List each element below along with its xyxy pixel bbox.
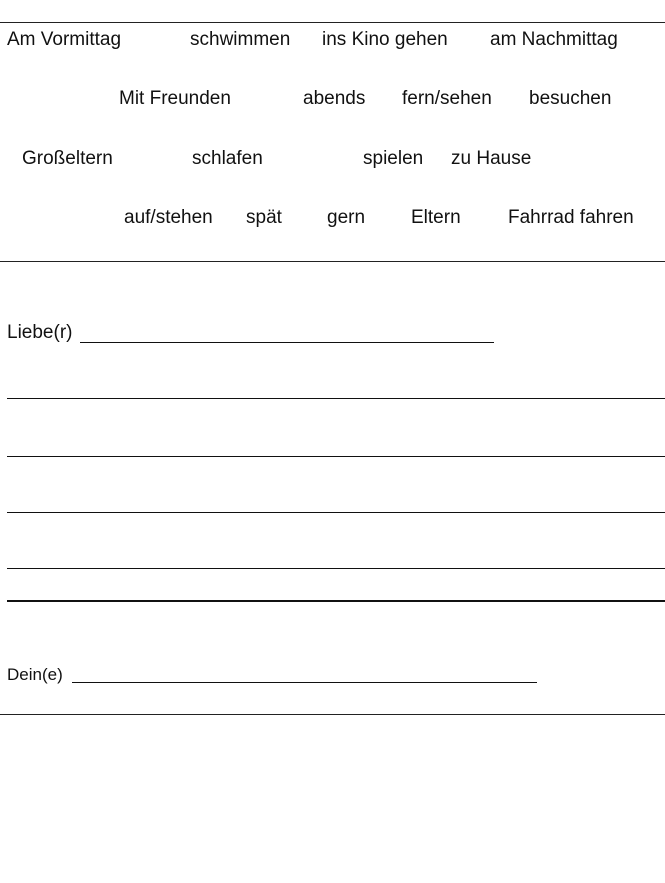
- closing-label: Dein(e): [7, 665, 63, 684]
- word-item: Fahrrad fahren: [508, 207, 634, 228]
- word-item: fern/sehen: [402, 88, 492, 109]
- word-item: besuchen: [529, 88, 612, 109]
- word-box-bottom-border: [0, 261, 665, 262]
- word-item: zu Hause: [451, 148, 532, 169]
- word-item: am Nachmittag: [490, 29, 618, 50]
- writing-line[interactable]: [7, 398, 665, 399]
- salutation-label: Liebe(r): [7, 322, 73, 343]
- word-item: Mit Freunden: [119, 88, 231, 109]
- word-item: auf/stehen: [124, 207, 213, 228]
- sender-name-line[interactable]: [72, 682, 537, 683]
- letter-bottom-border: [0, 714, 665, 715]
- writing-line[interactable]: [7, 512, 665, 513]
- word-item: spielen: [363, 148, 424, 169]
- word-item: spät: [246, 207, 282, 228]
- writing-line[interactable]: [7, 456, 665, 457]
- word-item: gern: [327, 207, 366, 228]
- body-divider: [7, 600, 665, 602]
- word-item: Am Vormittag: [7, 29, 122, 50]
- writing-line[interactable]: [7, 568, 665, 569]
- recipient-name-line[interactable]: [80, 342, 494, 343]
- word-item: schwimmen: [190, 29, 291, 50]
- word-item: Eltern: [411, 207, 461, 228]
- word-item: schlafen: [192, 148, 263, 169]
- word-item: Großeltern: [22, 148, 113, 169]
- word-item: abends: [303, 88, 366, 109]
- word-item: ins Kino gehen: [322, 29, 448, 50]
- word-box-top-border: [0, 22, 665, 23]
